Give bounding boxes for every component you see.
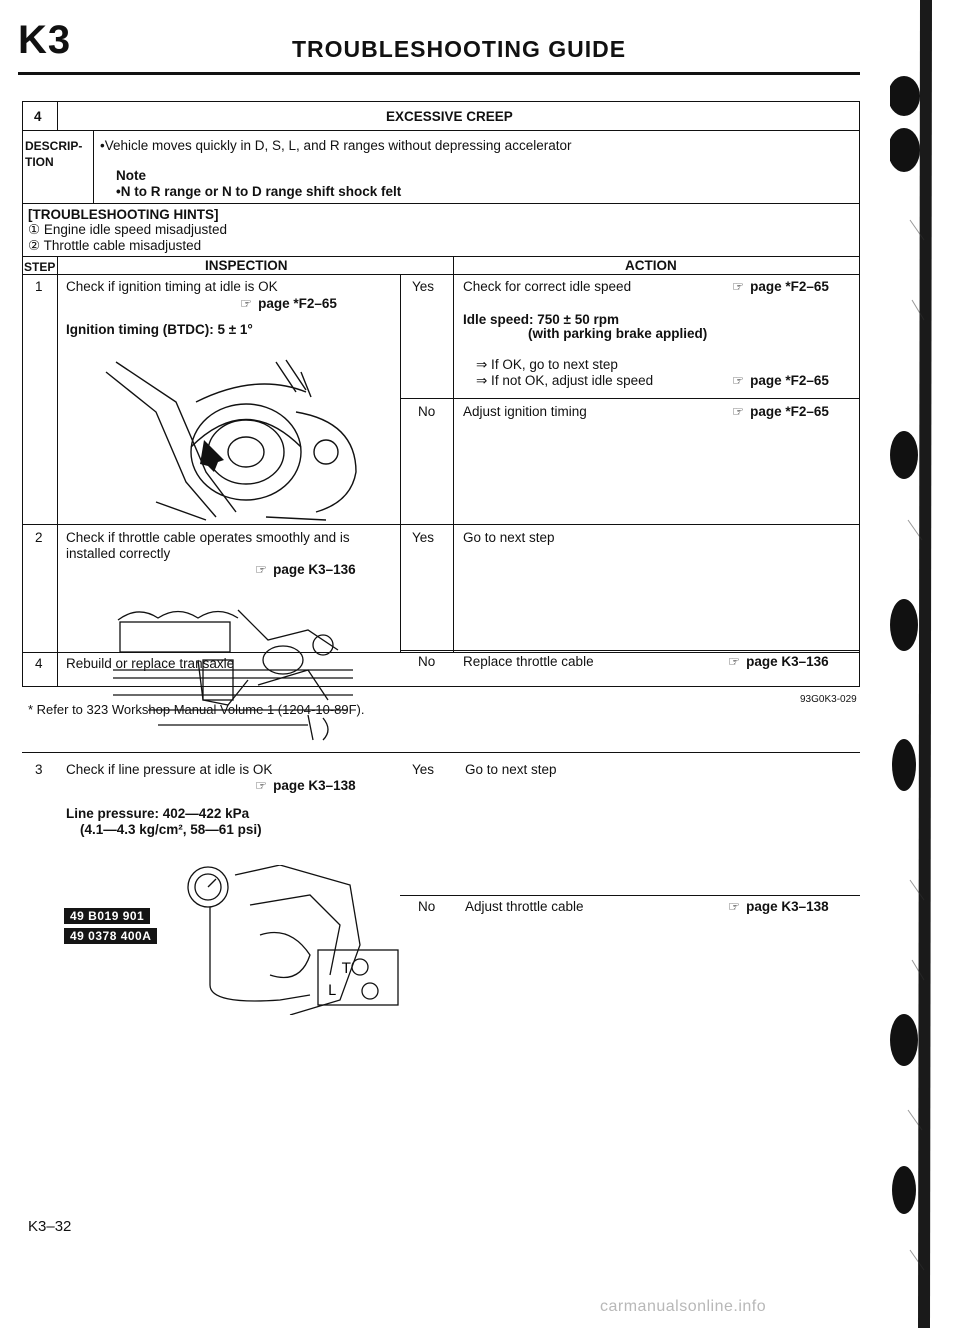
page-ref-icon: ☞ [732, 404, 745, 419]
step2-yes-no-divider [400, 650, 860, 651]
step3-no-reference [728, 899, 829, 915]
step3-yes-action: Go to next step [465, 762, 557, 777]
watermark: carmanualsonline.info [600, 1298, 767, 1315]
page-ref-icon: ☞ [728, 899, 741, 914]
step2-no-reference [728, 654, 829, 670]
column-header-inspection: INSPECTION [205, 258, 288, 273]
step3-reference [255, 778, 356, 794]
step2-no-ref-text: page K3–136 [746, 654, 829, 669]
title-divider [22, 130, 860, 131]
page-ref-icon: ☞ [732, 373, 745, 388]
step1-next-ref-text: page *F2–65 [750, 373, 829, 388]
binding-edge [890, 0, 960, 1328]
step1-reference [240, 296, 337, 312]
page-title: TROUBLESHOOTING GUIDE [292, 36, 627, 62]
step1-yes-ref-text: page *F2–65 [750, 279, 829, 294]
step2-inspection-2: installed correctly [66, 546, 171, 561]
step-number: 4 [35, 656, 43, 671]
step-column-divider [57, 256, 58, 687]
step1-no-ref-text: page *F2–65 [750, 404, 829, 419]
step3-ref-text: page K3–138 [273, 778, 356, 793]
step1-next-not-ok: ⇒ If not OK, adjust idle speed [476, 373, 654, 388]
page-ref-icon: ☞ [240, 296, 253, 311]
section-code: K3 [18, 18, 72, 62]
description-label-2: TION [25, 155, 54, 169]
step1-yes-reference [732, 279, 829, 295]
page-ref-icon: ☞ [728, 654, 741, 669]
note-text: •N to R range or N to D range shift shock felt [116, 184, 402, 199]
step3-yes-no-divider [400, 895, 860, 896]
step1-idle-spec-note: (with parking brake applied) [528, 326, 708, 341]
footnote: * Refer to 323 Workshop Manual Volume 1 (1204-10-89F). [28, 702, 365, 717]
svg-text:L: L [328, 983, 336, 999]
table-title: EXCESSIVE CREEP [386, 109, 513, 124]
step1-idle-spec: Idle speed: 750 ± 50 rpm [463, 312, 619, 327]
page-number: K3–32 [28, 1218, 72, 1235]
step1-ref-text: page *F2–65 [258, 296, 337, 311]
step1-no-action: Adjust ignition timing [463, 404, 587, 419]
step3-no-action: Adjust throttle cable [465, 899, 584, 914]
tool-number-label: 49 0378 400A [64, 928, 157, 944]
step1-spec: Ignition timing (BTDC): 5 ± 1° [66, 322, 253, 337]
page-ref-icon: ☞ [255, 562, 268, 577]
yesno-column-divider [453, 274, 454, 652]
hint-item: ② Throttle cable misadjusted [28, 238, 202, 253]
column-header-divider [22, 274, 860, 275]
description-text: •Vehicle moves quickly in D, S, L, and R ranges without depressing accelerator [100, 138, 572, 153]
step2-no-action: Replace throttle cable [463, 654, 594, 669]
column-header-step: STEP [24, 260, 56, 274]
step3-spec-units: (4.1—4.3 kg/cm², 58—61 psi) [80, 822, 262, 837]
step3-spec: Line pressure: 402—422 kPa [66, 806, 250, 821]
step2-yes-action: Go to next step [463, 530, 555, 545]
step2-inspection: Check if throttle cable operates smoothly and is [66, 530, 350, 545]
step3-yes-label: Yes [412, 762, 435, 777]
number-divider [57, 101, 58, 130]
step2-reference [255, 562, 356, 578]
hints-divider [22, 256, 860, 257]
page-ref-icon: ☞ [732, 279, 745, 294]
step3-inspection: Check if line pressure at idle is OK [66, 762, 273, 777]
engine-pulley-illustration [96, 352, 396, 522]
step-number: 3 [35, 762, 43, 777]
note-label: Note [116, 168, 146, 183]
table-number: 4 [34, 109, 42, 124]
hints-title: [TROUBLESHOOTING HINTS] [28, 207, 219, 222]
step-number: 1 [35, 279, 43, 294]
column-header-action: ACTION [625, 258, 677, 273]
step2-ref-text: page K3–136 [273, 562, 356, 577]
step1-no-reference [732, 404, 829, 420]
tool-number-label: 49 B019 901 [64, 908, 150, 924]
step2-yes-label: Yes [412, 530, 435, 545]
step2-no-label: No [418, 654, 436, 669]
throttle-cable-illustration [108, 600, 358, 745]
step1-inspection: Check if ignition timing at idle is OK [66, 279, 278, 294]
step1-yes-action: Check for correct idle speed [463, 279, 632, 294]
step1-divider [22, 524, 860, 525]
step3-no-label: No [418, 899, 436, 914]
description-label: DESCRIP- [25, 139, 83, 153]
step1-yes-label: Yes [412, 279, 435, 294]
hint-item: ① Engine idle speed misadjusted [28, 222, 227, 237]
svg-text:T: T [342, 961, 351, 977]
step1-yes-no-divider [400, 398, 860, 399]
step1-next-ok: ⇒ If OK, go to next step [476, 357, 618, 372]
step3-no-ref-text: page K3–138 [746, 899, 829, 914]
header-action-divider [453, 256, 454, 274]
figure-code: 93G0K3-029 [800, 694, 857, 705]
page-ref-icon: ☞ [255, 778, 268, 793]
step-number: 2 [35, 530, 43, 545]
description-label-divider [93, 130, 94, 203]
step1-no-label: No [418, 404, 436, 419]
description-divider [22, 203, 860, 204]
step1-next-reference [732, 373, 829, 389]
header-rule [18, 72, 860, 75]
inspection-column-divider [400, 274, 401, 652]
step2-divider [22, 752, 860, 753]
step4-inspection: Rebuild or replace transaxle [66, 656, 235, 671]
line-pressure-illustration [60, 865, 400, 1015]
